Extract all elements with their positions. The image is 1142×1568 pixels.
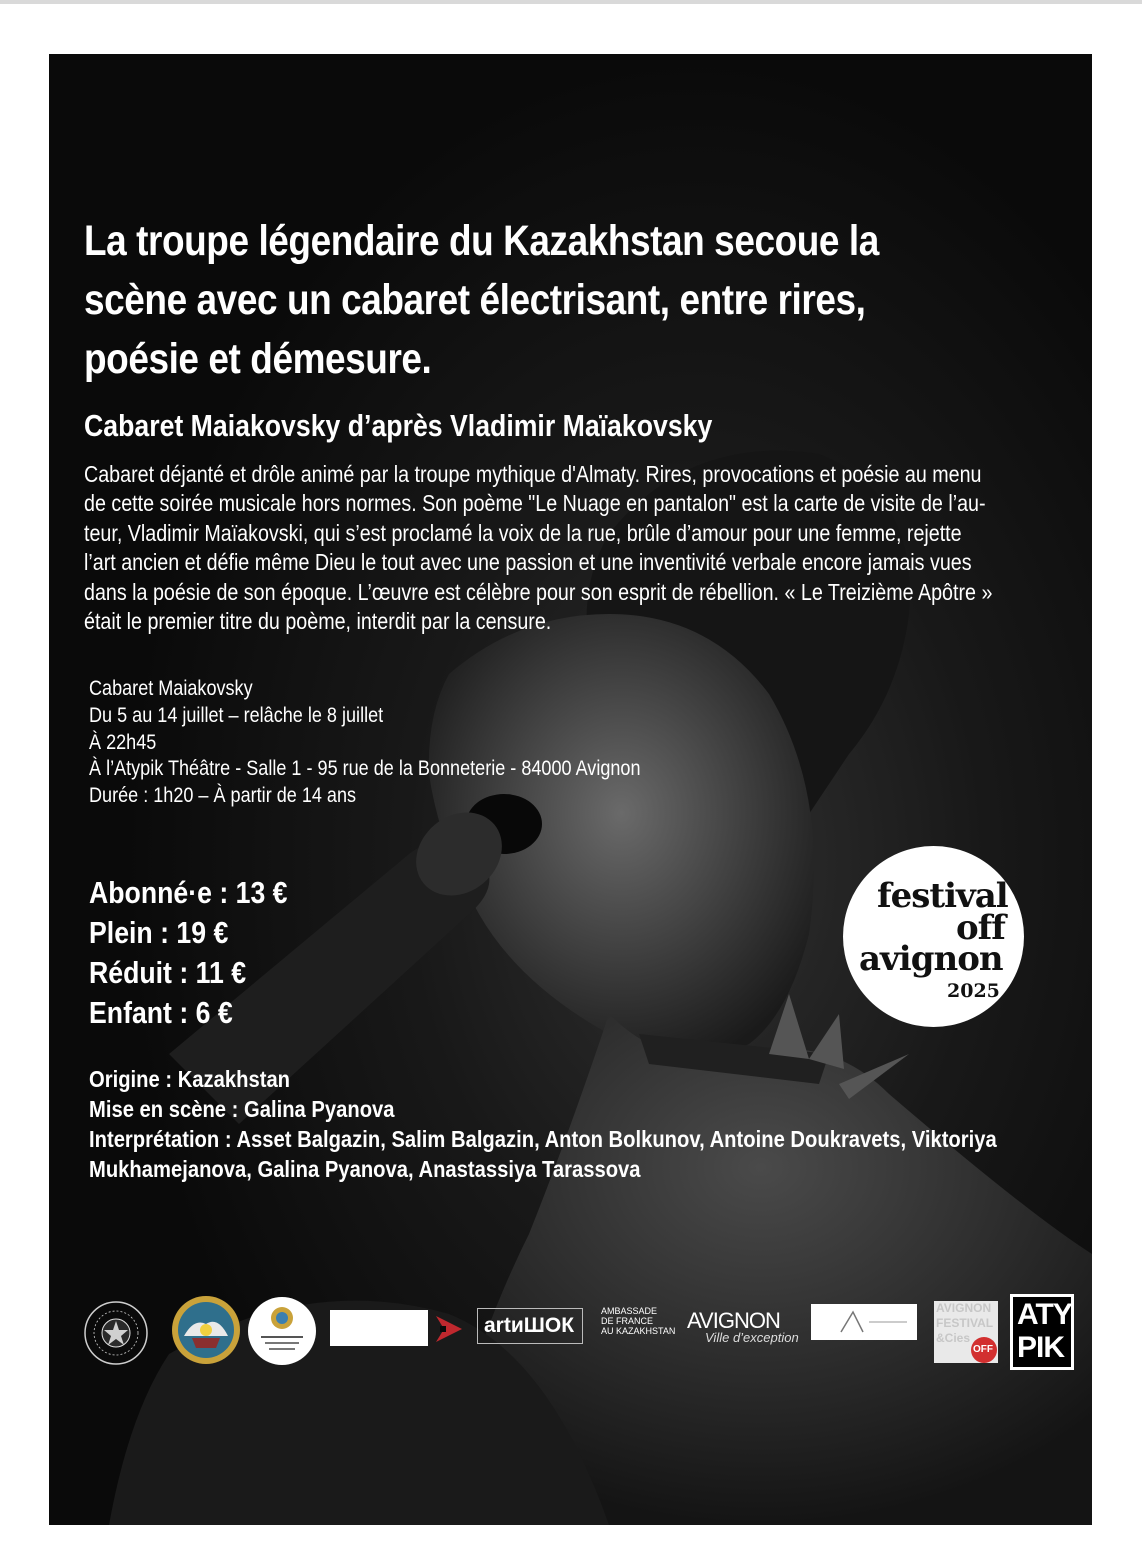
- red-arrow-logo-icon: [432, 1312, 466, 1346]
- headline-line-3: poésie et démesure.: [84, 335, 432, 383]
- atypik-logo: [1010, 1294, 1074, 1370]
- ambassade-line1: AMBASSADE: [601, 1306, 658, 1316]
- off-badge: [971, 1337, 997, 1363]
- almaty-emblem-icon: [170, 1294, 242, 1366]
- ambassade-france-logo: [601, 1306, 691, 1366]
- atypik-line1: ATY: [1017, 1298, 1072, 1331]
- show-subtitle: Cabaret Maiakovsky d’après Vladimir Maïakovsky: [84, 408, 713, 443]
- description-line: teur, Vladimir Maïakovski, qui s’est proclamé la voix de la rue, brûle d’amour pour une femme, rejette: [84, 519, 962, 546]
- info-time: À 22h45: [89, 730, 157, 754]
- price-abonne: Abonné·e : 13 €: [89, 875, 288, 910]
- ambassade-line3: AU KAZAKHSTAN: [601, 1326, 676, 1336]
- info-duration: Durée : 1h20 – À partir de 14 ans: [89, 784, 357, 808]
- headline-line-2: scène avec un cabaret électrisant, entre rires,: [84, 276, 866, 324]
- festival-badge-line1: festival: [877, 876, 1008, 916]
- avignon-label: AVIGNON: [687, 1308, 780, 1333]
- price-plein: Plein : 19 €: [89, 915, 229, 950]
- afc-line2: FESTIVAL: [936, 1316, 994, 1330]
- festival-badge-year: 2025: [947, 980, 1000, 1002]
- partner-logos: [49, 54, 1092, 1525]
- festival-badge-line3: avignon: [859, 939, 1003, 979]
- avignon-tagline: Ville d’exception: [705, 1330, 799, 1345]
- info-dates: Du 5 au 14 juillet – relâche le 8 juillet: [89, 703, 384, 727]
- event-poster: [49, 54, 1092, 1525]
- festival-badge-line2: off: [956, 908, 1005, 948]
- off-badge-label: OFF: [973, 1344, 993, 1355]
- description-line: Cabaret déjanté et drôle animé par la troupe mythique d'Almaty. Rires, provocations et poésie au menu: [84, 461, 982, 487]
- avignon-festival-cies-logo: [934, 1301, 998, 1363]
- artshok-label: artиШОК: [484, 1314, 575, 1337]
- headline-line-1: La troupe légendaire du Kazakhstan secoue la: [84, 217, 879, 265]
- info-title: Cabaret Maiakovsky: [89, 677, 253, 700]
- credit-cast-continued: Mukhamejanova, Galina Pyanova, Anastassiya Tarassova: [89, 1156, 641, 1182]
- kazakh-ministry-seal-icon: [83, 1290, 149, 1376]
- description-line: de cette soirée musicale hors normes. Son poème "Le Nuage en pantalon" est la carte de visite de l’au-: [84, 490, 986, 517]
- artshok-logo: [477, 1308, 583, 1344]
- partner-mark-icon: [811, 1304, 917, 1340]
- credit-origin: Origine : Kazakhstan: [89, 1066, 291, 1092]
- price-enfant: Enfant : 6 €: [89, 995, 233, 1030]
- ambassade-line2: DE FRANCE: [601, 1316, 654, 1326]
- atypik-line2: PIK: [1017, 1331, 1065, 1364]
- partner-logo-white: [330, 1310, 428, 1346]
- price-reduit: Réduit : 11 €: [89, 955, 247, 990]
- avignon-city-logo: [687, 1308, 807, 1348]
- partner-logo-white-2: [811, 1304, 917, 1340]
- description-line: l’art ancien et défie même Dieu le tout avec une passion et une inventivité verbale encore jamais vues: [84, 549, 972, 576]
- atypik-logo-inner: [1013, 1297, 1071, 1367]
- description-line: dans la poésie de son époque. L’œuvre est célèbre pour son esprit de rébellion. « Le Treizième Apôtre »: [84, 578, 993, 605]
- credit-director: Mise en scène : Galina Pyanova: [89, 1096, 395, 1122]
- info-venue: À l’Atypik Théâtre - Salle 1 - 95 rue de la Bonneterie - 84000 Avignon: [89, 757, 641, 781]
- afc-line1: AVIGNON: [936, 1301, 992, 1315]
- description-line: était le premier titre du poème, interdit par la censure.: [84, 608, 552, 635]
- afc-line3: &Cies: [936, 1331, 971, 1345]
- page-top-border: [0, 0, 1142, 4]
- kazakh-embassy-logo-icon: [247, 1296, 317, 1366]
- credit-cast: Interprétation : Asset Balgazin, Salim Balgazin, Anton Bolkunov, Antoine Doukravets, Viktoriya: [89, 1126, 997, 1152]
